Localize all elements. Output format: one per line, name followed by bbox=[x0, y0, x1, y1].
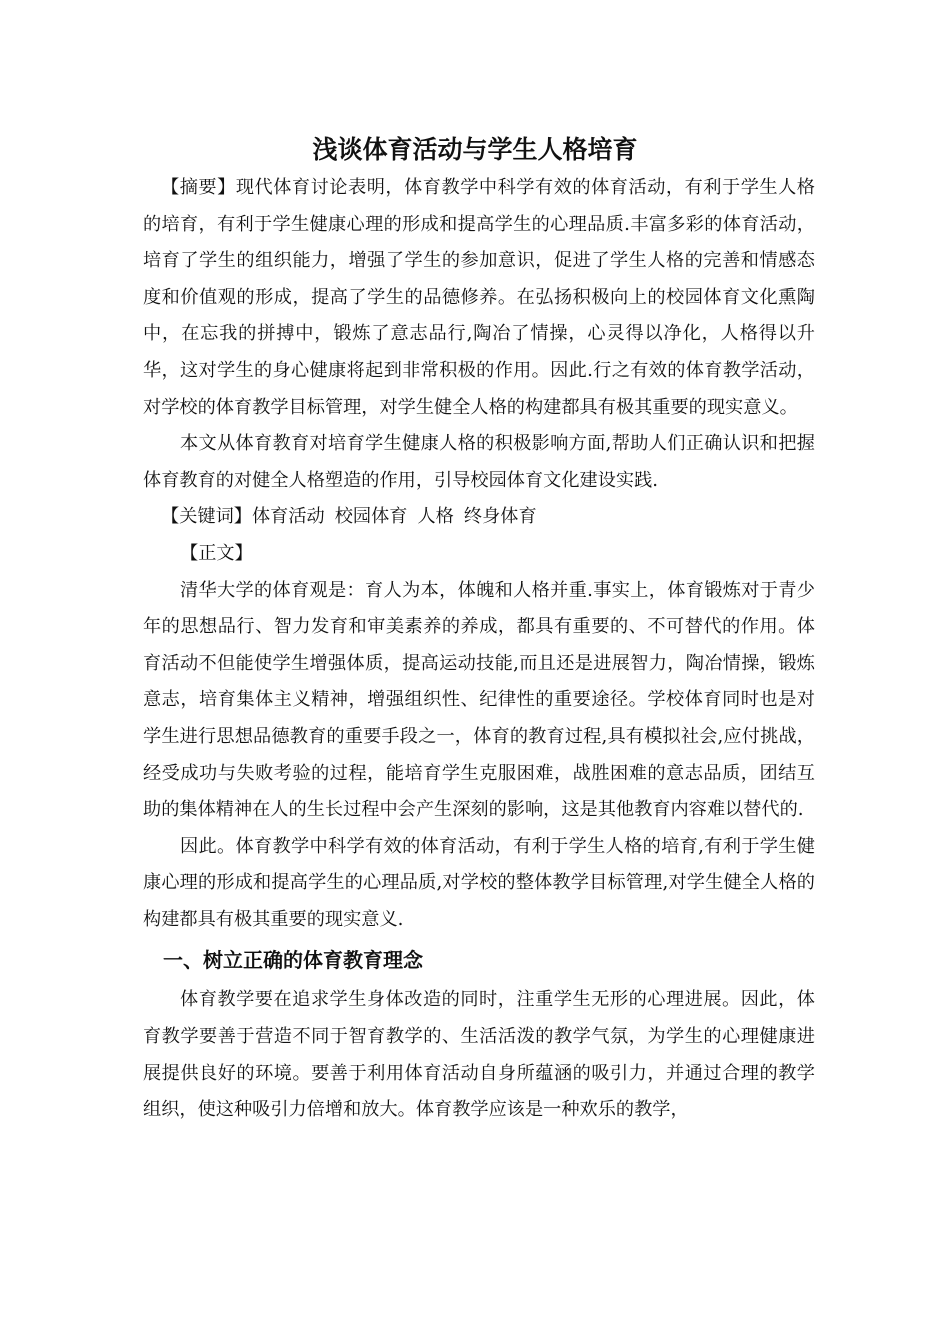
body-paragraph-2: 因此。体育教学中科学有效的体育活动，有利于学生人格的培育,有利于学生健康心理的形成和提高学生的心理品质,对学校的整体教学目标管理,对学生健全人格的构建都具有极其重要的现实意义. bbox=[143, 835, 815, 930]
intro-paragraph: 本文从体育教育对培育学生健康人格的积极影响方面,帮助人们正确认识和把握体育教育的对健全人格塑造的作用，引导校园体育文化建设实践. bbox=[143, 433, 815, 491]
keyword-item: 校园体育 bbox=[334, 506, 408, 528]
body-label: 【正文】 bbox=[180, 542, 253, 564]
document-title: 浅谈体育活动与学生人格培育 bbox=[312, 135, 638, 164]
keywords-label: 【关键词】 bbox=[161, 506, 252, 528]
keyword-item: 终身体育 bbox=[463, 506, 537, 528]
abstract-text: 现代体育讨论表明，体育教学中科学有效的体育活动，有利于学生人格的培育，有利于学生健康心理的形成和提高学生的心理品质.丰富多彩的体育活动，培育了学生的组织能力，增强了学生的参加意识，促进了学生人格的完善和情感态度和价值观的形成，提高了学生的品德修养。在弘扬积极向上的校园体育文化熏陶中，在忘我的拼搏中，锻炼了意志品行,陶冶了情操，心灵得以净化，人格得以升华，这对学生的身心健康将起到非常积极的作用。因此.行之有效的体育教学活动，对学校的体育教学目标管理，对学生健全人格的构建都具有极其重要的现实意义。 bbox=[143, 177, 815, 418]
body-paragraph-1: 清华大学的体育观是：育人为本，体魄和人格并重.事实上，体育锻炼对于青少年的思想品行、智力发育和审美素养的养成，都具有重要的、不可替代的作用。体育活动不但能使学生增强体质，提高运动技能,而且还是进展智力，陶冶情操，锻炼意志，培育集体主义精神，增强组织性、纪律性的重要途径。学校体育同时也是对学生进行思想品德教育的重要手段之一，体育的教育过程,具有模拟社会,应付挑战，经受成功与失败考验的过程，能培育学生克服困难，战胜困难的意志品质，团结互助的集体精神在人的生长过程中会产生深刻的影响，这是其他教育内容难以替代的. bbox=[143, 579, 815, 821]
document-body bbox=[143, 170, 815, 1129]
section-1-paragraph: 体育教学要在追求学生身体改造的同时，注重学生无形的心理进展。因此，体育教学要善于营造不同于智育教学的、生活活泼的教学气氛，为学生的心理健康进展提供良好的环境。要善于利用体育活动自身所蕴涵的吸引力，并通过合理的教学组织，使这种吸引力倍增和放大。体育教学应该是一种欢乐的教学， bbox=[143, 989, 815, 1121]
keyword-item: 人格 bbox=[417, 506, 454, 528]
keywords-row bbox=[143, 499, 815, 536]
keyword-item: 体育活动 bbox=[251, 506, 325, 528]
abstract-label: 【摘要】 bbox=[161, 177, 236, 198]
section-1-heading: 一、树立正确的体育教育理念 bbox=[163, 948, 423, 973]
abstract-paragraph bbox=[143, 170, 815, 426]
